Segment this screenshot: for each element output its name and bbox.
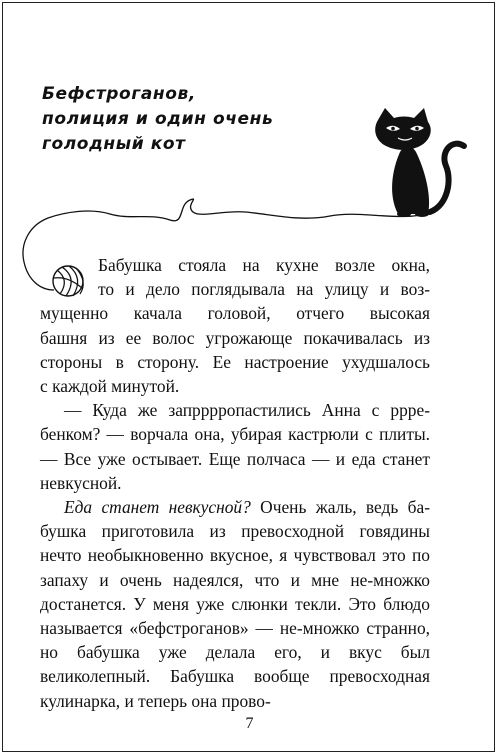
- chapter-title-line-3: голодный кот: [42, 134, 186, 154]
- chapter-title-line-2: полиция и один очень: [42, 109, 274, 129]
- black-cat-icon: [375, 108, 464, 217]
- paragraph-3-text: Очень жаль, ведь ба-бушка приготовила из превосходной говядины нечто необыкновенно вкусное, я чувствовал это по запаху и очень надеялся, что и мне не-множко достанется. У меня уже слюнки текли. Это блюдо называется «бефстроганов» — не-множко странно, но бабушка уже делала его, и вкус был великолепный. Бабушка вообще превосходная кулинарка, и теперь она прово-: [40, 497, 430, 711]
- text-line: Бабушка стояла на кухне возле окна,: [98, 255, 430, 275]
- text-line: с каждой минутой.: [40, 376, 180, 397]
- paragraph-2: — Куда же запрррропастились Анна с ррре-бенком? — ворчала она, убирая кастрюли с плиты. — Все уже остывает. Еще полчаса — и еда станет невкусной.: [40, 400, 430, 493]
- paragraph-1: [40, 253, 430, 398]
- text-line: мущенно качала головой, отчего высокая: [40, 303, 430, 324]
- page-number: 7: [245, 715, 254, 732]
- paragraph-3: [40, 495, 430, 713]
- text-line: стороны в сторону. Ее настроение ухудшалось: [40, 351, 430, 372]
- text-line: то и дело поглядывала на улицу и воз-: [98, 279, 430, 300]
- italic-phrase: Еда станет невкусной?: [64, 497, 251, 518]
- chapter-title-line-1: Бефстроганов,: [42, 84, 196, 104]
- text-line: башня из ее волос угрожающе покачивалась из: [40, 327, 430, 348]
- chapter-body: [40, 253, 430, 713]
